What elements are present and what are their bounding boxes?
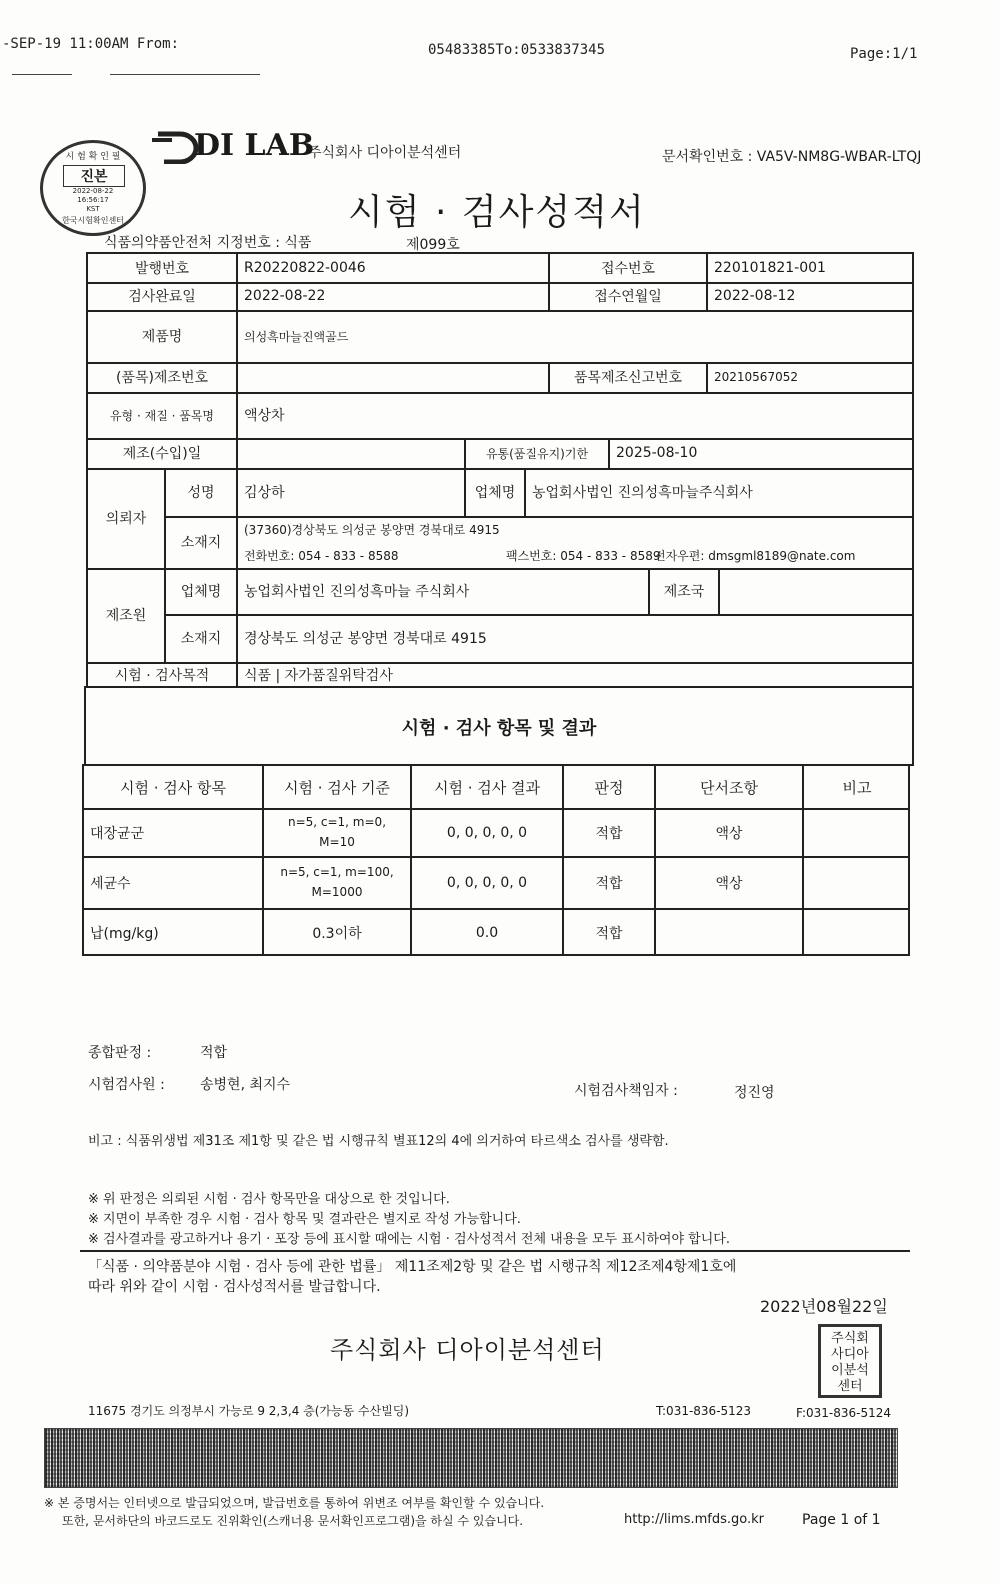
requester-email: 전자우편: dmsgml8189@nate.com <box>654 548 856 563</box>
report-number: 20210567052 <box>714 370 798 384</box>
verification-seal-icon: 시 험 확 인 필 진본 2022-08-22 16:56:17 KST 한국시험확인센터 <box>40 140 146 236</box>
legal-line: 「식품 · 의약품분야 시험 · 검사 등에 관한 법률」 제11조제2항 및 같은 법 시행규칙 제12조제4항제1호에 <box>88 1259 737 1275</box>
result-standard-line2: M=1000 <box>311 885 363 899</box>
results-header-note: 비고 <box>842 778 872 797</box>
fax-header-left: -SEP-19 11:00AM From: <box>2 36 180 52</box>
lims-url[interactable]: http://lims.mfds.go.kr <box>624 1512 764 1527</box>
requester-company-label: 업체명 <box>474 485 516 501</box>
issue-date: 2022년08월22일 <box>760 1297 888 1316</box>
mfg-number-label: (품목)제조번호 <box>115 370 209 386</box>
results-header-standard: 시험 · 검사 기준 <box>283 778 390 797</box>
designation-label: 식품의약품안전처 지정번호 : 식품 <box>104 235 312 251</box>
report-number-label: 품목제조신고번호 <box>573 370 683 386</box>
inspectors-value: 송병현, 최지수 <box>200 1077 291 1093</box>
made-date <box>238 438 464 468</box>
legal-line: 따라 위와 같이 시험 · 검사성적서를 발급합니다. <box>88 1279 381 1295</box>
result-clause: 액상 <box>715 826 743 842</box>
issue-number: R20220822-0046 <box>244 260 366 276</box>
expiry-date: 2025-08-10 <box>616 445 698 461</box>
results-header-result: 시험 · 검사 결과 <box>433 778 540 797</box>
maker-address: 경상북도 의성군 봉양면 경북대로 4915 <box>244 631 487 647</box>
result-item: 세균수 <box>90 876 131 892</box>
fax-header-numbers: 05483385To:0533837345 <box>428 42 606 58</box>
scan-mark <box>110 74 260 75</box>
company-stamp-icon: 주식회사디아이분석센터 <box>818 1324 882 1398</box>
result-judgement: 적합 <box>595 876 623 892</box>
result-note <box>804 910 910 956</box>
result-standard-line1: 0.3이하 <box>312 926 362 942</box>
requester-label: 의뢰자 <box>105 511 147 527</box>
bottom-note: 또한, 문서하단의 바코드로도 진위확인(스캐너용 문서확인프로그램)을 하실 수 있습니다. <box>62 1514 524 1528</box>
results-section-title: 시험 · 검사 항목 및 결과 <box>401 718 597 739</box>
maker-company: 농업회사법인 진의성흑마늘 주식회사 <box>244 584 470 600</box>
result-item: 납(mg/kg) <box>90 926 159 942</box>
receipt-date-label: 접수연월일 <box>594 289 662 305</box>
document-check-number: 문서확인번호 : VA5V-NM8G-WBAR-LTQJ <box>662 149 922 165</box>
results-header-judgement: 판정 <box>594 778 624 797</box>
dilab-logo-icon <box>150 128 200 164</box>
designation-number: 제099호 <box>406 237 460 253</box>
result-note <box>804 810 910 856</box>
result-judgement: 적합 <box>595 826 623 842</box>
type-value: 액상차 <box>244 408 285 424</box>
footer-fax: F:031-836-5124 <box>796 1406 892 1420</box>
result-clause <box>656 910 802 956</box>
mfg-number <box>238 362 548 392</box>
requester-company: 농업회사법인 진의성흑마늘주식회사 <box>532 485 753 501</box>
expiry-label: 유통(품질유지)기한 <box>485 446 589 461</box>
overall-label: 종합판정 : <box>88 1045 152 1061</box>
company-signature: 주식회사 디아이분석센터 <box>330 1336 605 1364</box>
note-line: ※ 위 판정은 의뢰된 시험 · 검사 항목만을 대상으로 한 것입니다. <box>88 1192 450 1207</box>
fax-header-page: Page:1/1 <box>850 46 918 62</box>
results-table <box>82 764 910 956</box>
result-standard-line1: n=5, c=1, m=0, <box>287 815 387 829</box>
result-standard-line1: n=5, c=1, m=100, <box>280 865 394 879</box>
result-value: 0, 0, 0, 0, 0 <box>446 875 528 891</box>
divider <box>80 1250 910 1252</box>
product-name: 의성흑마늘진액골드 <box>244 329 349 344</box>
country-value <box>720 568 914 614</box>
results-header-item: 시험 · 검사 항목 <box>119 778 226 797</box>
requester-name-label: 성명 <box>187 485 215 501</box>
maker-company-label: 업체명 <box>180 584 222 600</box>
inspectors-label: 시험검사원 : <box>88 1077 165 1093</box>
manager-label: 시험검사책임자 : <box>574 1083 678 1099</box>
note-line: ※ 검사결과를 광고하거나 용기 · 포장 등에 표시할 때에는 시험 · 검사성적서 전체 내용을 모두 표시하여야 합니다. <box>88 1232 730 1247</box>
maker-address-label: 소재지 <box>180 631 222 647</box>
note-line: ※ 지면이 부족한 경우 시험 · 검사 항목 및 결과란은 별지로 작성 가능합니다. <box>88 1212 521 1227</box>
result-item: 대장균군 <box>90 826 145 842</box>
results-header-clause: 단서조항 <box>700 778 758 797</box>
requester-phone: 전화번호: 054 - 833 - 8588 <box>244 548 399 563</box>
maker-label: 제조원 <box>105 608 147 624</box>
result-note <box>804 858 910 908</box>
result-value: 0.0 <box>475 925 499 941</box>
footer-address: 11675 경기도 의정부시 가능로 9 2,3,4 층(가능동 수산빌딩) <box>88 1404 410 1418</box>
info-table <box>86 252 914 688</box>
page-of: Page 1 of 1 <box>802 1512 881 1528</box>
page-title: 시험 · 검사성적서 <box>348 192 646 233</box>
footer-tel: T:031-836-5123 <box>656 1404 752 1418</box>
country-label: 제조국 <box>663 584 705 600</box>
result-clause: 액상 <box>715 876 743 892</box>
requester-address: (37360)경상북도 의성군 봉양면 경북대로 4915 <box>244 522 500 537</box>
result-value: 0, 0, 0, 0, 0 <box>446 825 528 841</box>
requester-name: 김상하 <box>244 485 285 501</box>
receipt-number-label: 접수번호 <box>600 261 656 277</box>
issue-number-label: 발행번호 <box>134 261 190 277</box>
purpose-value: 식품 | 자가품질위탁검사 <box>244 668 393 684</box>
remark-text: 비고 : 식품위생법 제31조 제1항 및 같은 법 시행규칙 별표12의 4에 의거하여 타르색소 검사를 생략함. <box>88 1134 669 1149</box>
result-judgement: 적합 <box>595 926 623 942</box>
manager-value: 정진영 <box>734 1085 775 1101</box>
receipt-date: 2022-08-12 <box>714 288 796 304</box>
brand-logo: DI LAB <box>194 128 315 163</box>
requester-fax: 팩스번호: 054 - 833 - 8589 <box>506 548 660 563</box>
results-title-box <box>84 686 914 766</box>
requester-address-label: 소재지 <box>180 535 222 551</box>
scan-mark <box>12 74 72 75</box>
result-standard-line2: M=10 <box>319 835 355 849</box>
brand-company: 주식회사 디아이분석센터 <box>308 145 462 161</box>
completion-date-label: 검사완료일 <box>128 289 196 305</box>
security-barcode-icon <box>44 1428 898 1488</box>
receipt-number: 220101821-001 <box>714 260 826 276</box>
product-name-label: 제품명 <box>141 329 183 345</box>
overall-value: 적합 <box>200 1045 228 1061</box>
type-label: 유형 · 재질 · 품목명 <box>109 408 215 423</box>
bottom-note: ※ 본 증명서는 인터넷으로 발급되었으며, 발급번호를 통하여 위변조 여부를 확인할 수 있습니다. <box>44 1496 545 1510</box>
purpose-label: 시험 · 검사목적 <box>114 668 210 684</box>
made-date-label: 제조(수입)일 <box>122 446 202 462</box>
completion-date: 2022-08-22 <box>244 288 326 304</box>
